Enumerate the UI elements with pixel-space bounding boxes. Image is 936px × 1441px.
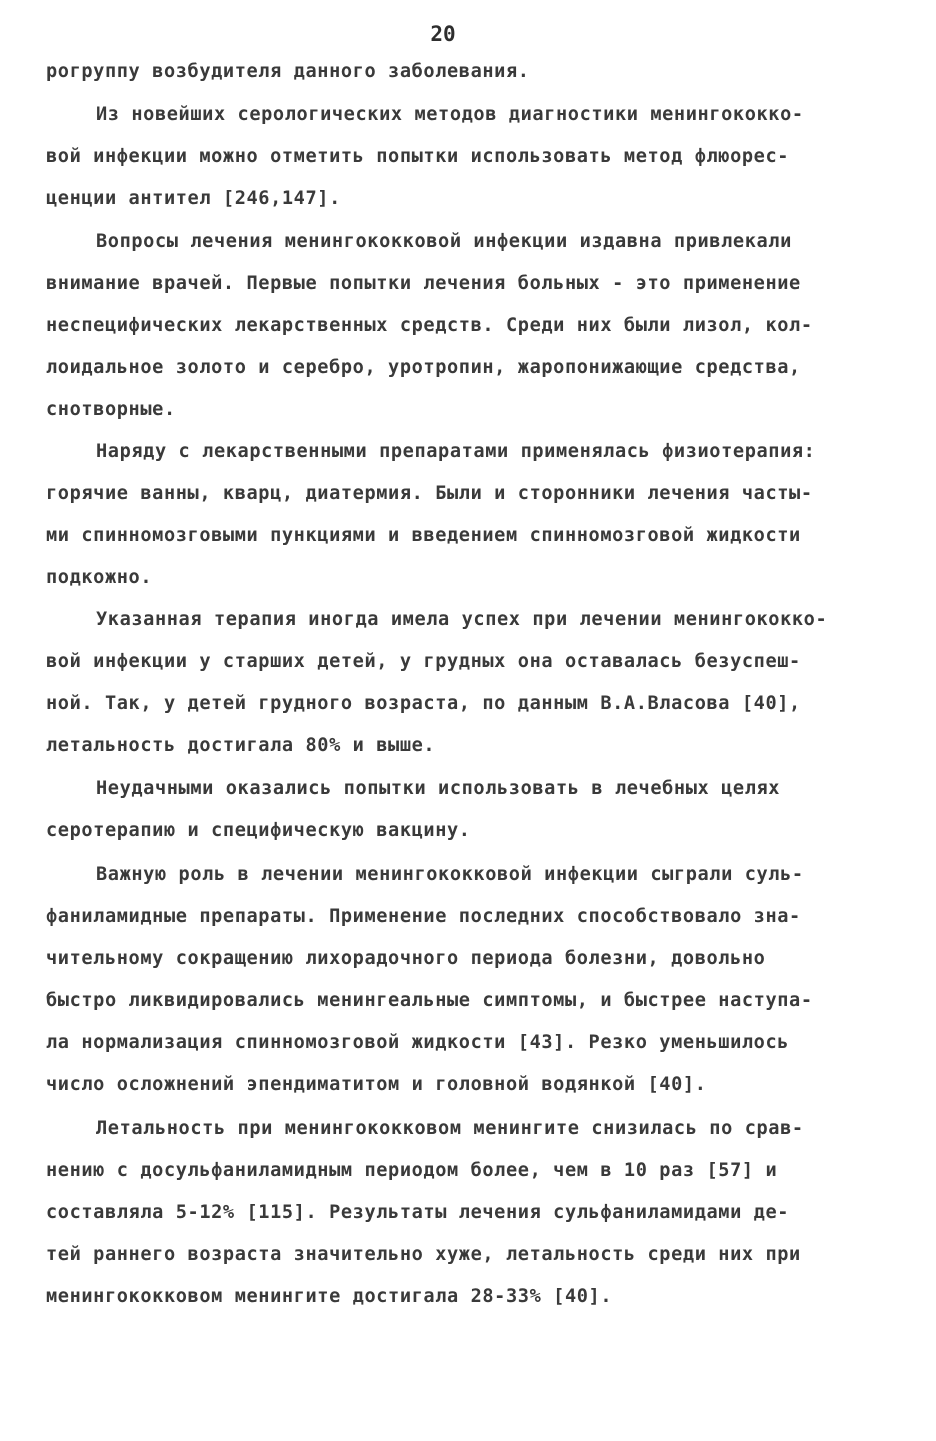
page-number: 20: [430, 22, 456, 46]
text-line: вой инфекции у старших детей, у грудных она оставалась безуспеш-: [46, 651, 801, 672]
text-line: составляла 5-12% [115]. Результаты лечения сульфаниламидами де-: [46, 1202, 790, 1223]
text-line: менингококковом менингите достигала 28-33% [40].: [46, 1286, 613, 1307]
text-line: неспецифических лекарственных средств. Среди них были лизол, кол-: [46, 315, 813, 336]
text-line: тей раннего возраста значительно хуже, летальность среди них при: [46, 1244, 801, 1265]
text-line: фаниламидные препараты. Применение последних способствовало зна-: [46, 906, 801, 927]
paragraph-start-line: Неудачными оказались попытки использовать в лечебных целях: [96, 778, 781, 799]
text-line: вой инфекции можно отметить попытки использовать метод флюорес-: [46, 146, 790, 167]
paragraph-start-line: Указанная терапия иногда имела успех при лечении менингококко-: [96, 609, 828, 630]
text-line: снотворные.: [46, 399, 176, 420]
text-line: число осложнений эпендиматитом и головной водянкой [40].: [46, 1074, 707, 1095]
text-line: лоидальное золото и серебро, уротропин, жаропонижающие средства,: [46, 357, 801, 378]
text-line: ла нормализация спинномозговой жидкости [43]. Резко уменьшилось: [46, 1032, 790, 1053]
paragraph-start-line: Летальность при менингококковом менингите снизилась по срав-: [96, 1118, 804, 1139]
text-line: горячие ванны, кварц, диатермия. Были и сторонники лечения часты-: [46, 483, 813, 504]
text-line: чительному сокращению лихорадочного периода болезни, довольно: [46, 948, 766, 969]
text-line: ми спинномозговыми пункциями и введением спинномозговой жидкости: [46, 525, 801, 546]
paragraph-start-line: Наряду с лекарственными препаратами применялась физиотерапия:: [96, 441, 816, 462]
text-line: подкожно.: [46, 567, 153, 588]
paragraph-start-line: Из новейших серологических методов диагностики менингококко-: [96, 104, 804, 125]
text-line: нению с досульфаниламидным периодом более, чем в 10 раз [57] и: [46, 1160, 778, 1181]
text-line: серотерапию и специфическую вакцину.: [46, 820, 471, 841]
text-line: ной. Так, у детей грудного возраста, по данным В.А.Власова [40],: [46, 693, 801, 714]
text-line: быстро ликвидировались менингеальные симптомы, и быстрее наступа-: [46, 990, 813, 1011]
text-line: внимание врачей. Первые попытки лечения больных - это применение: [46, 273, 801, 294]
paragraph-start-line: Важную роль в лечении менингококковой инфекции сыграли суль-: [96, 864, 804, 885]
text-line: ценции антител [246,147].: [46, 188, 341, 209]
text-line: рогруппу возбудителя данного заболевания.: [46, 61, 530, 82]
text-line: летальность достигала 80% и выше.: [46, 735, 436, 756]
paragraph-start-line: Вопросы лечения менингококковой инфекции издавна привлекали: [96, 231, 792, 252]
